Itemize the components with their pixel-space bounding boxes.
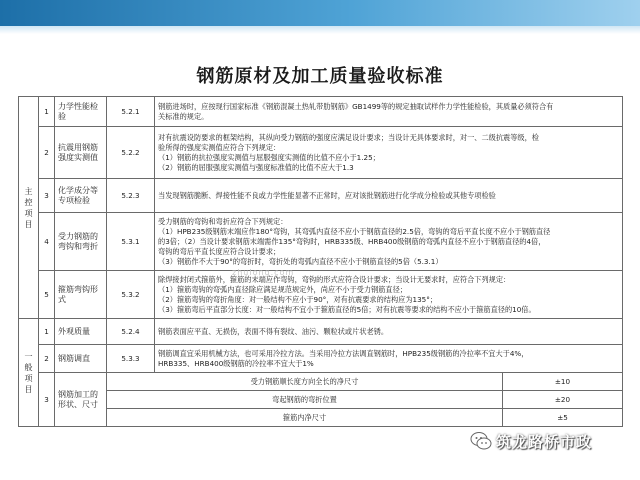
row-number: 2 bbox=[39, 127, 55, 179]
clause-number: 5.2.1 bbox=[107, 97, 155, 127]
brand-name: 筑龙路桥市政 bbox=[496, 433, 593, 451]
table-row bbox=[19, 271, 623, 319]
requirement-line: （2）钢筋的屈服强度实测值与强度标准值的比值不应大于1.3 bbox=[158, 162, 354, 172]
requirement-line: 关标准的规定。 bbox=[158, 111, 209, 121]
requirement-line: 验所得的强度实测值应符合下列规定： bbox=[158, 142, 281, 152]
tolerance-value: ±10 bbox=[503, 373, 623, 391]
requirement-line: 除焊接封闭式箍筋外，箍筋的末端应作弯钩，弯钩的形式应符合设计要求；当设计无要求时，应符合下列规定： bbox=[158, 274, 511, 284]
header-shade bbox=[0, 26, 640, 34]
brand-logo bbox=[470, 428, 630, 454]
table-row bbox=[19, 373, 623, 391]
row-number: 4 bbox=[39, 213, 55, 271]
table-row bbox=[19, 409, 623, 427]
table-row bbox=[19, 179, 623, 213]
category-general: 一般项目 bbox=[19, 319, 39, 427]
table-row bbox=[19, 213, 623, 271]
requirement-line: HRB335、HRB400级钢筋的冷拉率不宜大于1% bbox=[158, 358, 314, 368]
item-name: 箍筋弯钩形式 bbox=[55, 271, 107, 319]
requirement-content bbox=[155, 319, 623, 345]
acceptance-standard-table bbox=[18, 96, 623, 427]
requirement-content bbox=[155, 213, 623, 271]
clause-number: 5.3.1 bbox=[107, 213, 155, 271]
row-number: 2 bbox=[39, 345, 55, 373]
row-number: 3 bbox=[39, 373, 55, 427]
requirement-line: （1）箍筋弯钩的弯弧内直径除应满足规范规定外，尚应不小于受力钢筋直径； bbox=[158, 284, 407, 294]
clause-number: 5.2.3 bbox=[107, 179, 155, 213]
requirement-line: （3）箍筋弯后平直部分长度：对一般结构不宜小于箍筋直径的5倍；对有抗震等要求的结构不应小于箍筋直径的10倍。 bbox=[158, 304, 536, 314]
item-name: 受力钢筋的弯钩和弯折 bbox=[55, 213, 107, 271]
dimension-item: 箍筋内净尺寸 bbox=[107, 409, 503, 427]
item-name: 钢筋加工的形状、尺寸 bbox=[55, 373, 107, 427]
requirement-line: （1）钢筋的抗拉强度实测值与屈服强度实测值的比值不应小于1.25； bbox=[158, 152, 380, 162]
requirement-line: 钢筋进场时，应按现行国家标准《钢筋混凝土热轧带肋钢筋》GB1499等的规定抽取试样作力学性能检验，其质量必须符合有 bbox=[158, 101, 554, 111]
table-row bbox=[19, 319, 623, 345]
requirement-line: 钢筋调直宜采用机械方法，也可采用冷拉方法。当采用冷拉方法调直钢筋时，HPB235级钢筋的冷拉率不宜大于4%， bbox=[158, 348, 529, 358]
category-main-control: 主控项目 bbox=[19, 97, 39, 319]
row-number: 1 bbox=[39, 319, 55, 345]
item-name: 抗震用钢筋强度实测值 bbox=[55, 127, 107, 179]
requirement-line: （2）箍筋弯钩的弯折角度：对一般结构不应小于90°，对有抗震要求的结构应为135°； bbox=[158, 294, 438, 304]
requirement-line: （3）钢筋作不大于90°的弯折时，弯折处的弯弧内直径不应小于钢筋直径的5倍（5.3.1） bbox=[158, 256, 443, 266]
row-number: 3 bbox=[39, 179, 55, 213]
header-bar bbox=[0, 0, 640, 26]
table-row bbox=[19, 391, 623, 409]
requirement-content bbox=[155, 179, 623, 213]
clause-number: 5.3.3 bbox=[107, 345, 155, 373]
item-name: 外观质量 bbox=[55, 319, 107, 345]
requirement-content bbox=[155, 345, 623, 373]
requirement-line: 受力钢筋的弯钩和弯折应符合下列规定： bbox=[158, 216, 288, 226]
requirement-content bbox=[155, 97, 623, 127]
requirement-content bbox=[155, 271, 623, 319]
row-number: 5 bbox=[39, 271, 55, 319]
requirement-line: 钢筋表面应平直、无损伤，表面不得有裂纹、油污、颗粒状或片状老锈。 bbox=[158, 326, 389, 336]
requirement-line: （1）HPB235级钢筋末端应作180°弯钩，其弯弧内直径不应小于钢筋直径的2.5倍，弯钩的弯后平直长度不应小于钢筋直径 bbox=[158, 226, 551, 236]
item-name: 钢筋调直 bbox=[55, 345, 107, 373]
row-number: 1 bbox=[39, 97, 55, 127]
requirement-line: 弯钩的弯后平直长度应符合设计要求； bbox=[158, 246, 281, 256]
table-row bbox=[19, 97, 623, 127]
requirement-line: 对有抗震设防要求的框架结构，其纵向受力钢筋的强度应满足设计要求；当设计无具体要求时，对一、二级抗震等级，检 bbox=[158, 132, 539, 142]
table-row bbox=[19, 345, 623, 373]
clause-number: 5.3.2 bbox=[107, 271, 155, 319]
item-name: 力学性能检验 bbox=[55, 97, 107, 127]
watermark: zhulong.com bbox=[232, 268, 295, 277]
wechat-icon bbox=[470, 430, 492, 452]
requirement-line: 当发现钢筋脆断、焊接性能不良或力学性能显著不正常时，应对该批钢筋进行化学成分检验或其他专项检验 bbox=[158, 190, 496, 200]
dimension-item: 弯起钢筋的弯折位置 bbox=[107, 391, 503, 409]
clause-number: 5.2.2 bbox=[107, 127, 155, 179]
requirement-content bbox=[155, 127, 623, 179]
dimension-item: 受力钢筋顺长度方向全长的净尺寸 bbox=[107, 373, 503, 391]
item-name: 化学成分等专项检验 bbox=[55, 179, 107, 213]
requirement-line: 的3倍；（2）当设计要求钢筋末端需作135°弯钩时，HRB335级、HRB400级钢筋的弯弧内直径不应小于钢筋直径的4倍， bbox=[158, 236, 546, 246]
tolerance-value: ±20 bbox=[503, 391, 623, 409]
table-row bbox=[19, 127, 623, 179]
clause-number: 5.2.4 bbox=[107, 319, 155, 345]
tolerance-value: ±5 bbox=[503, 409, 623, 427]
page-title: 钢筋原材及加工质量验收标准 bbox=[196, 66, 444, 87]
